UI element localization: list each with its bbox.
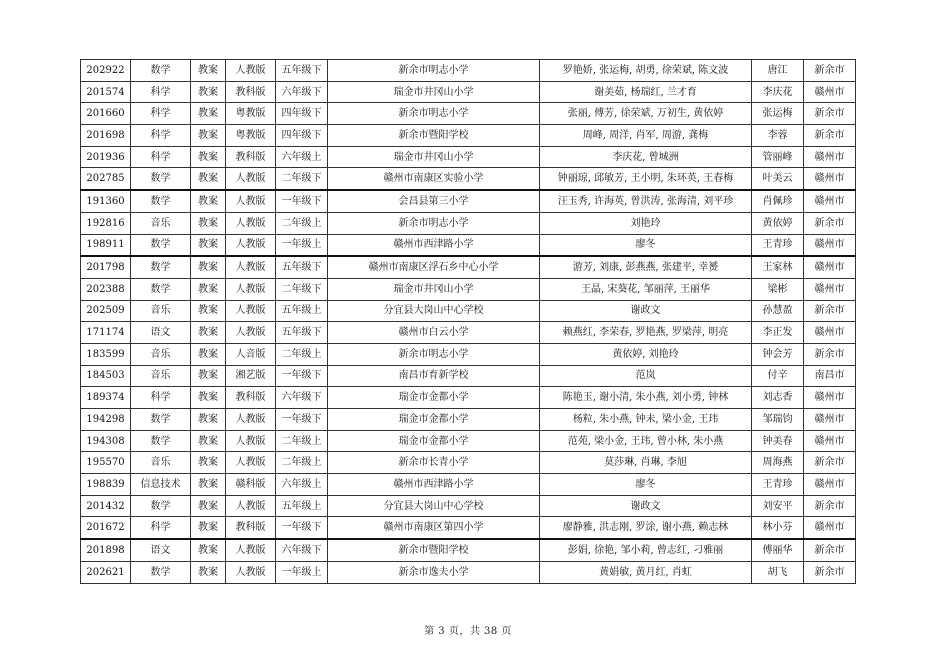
cell-subject: 音乐 — [131, 365, 191, 387]
cell-authors: 王晶, 宋葵花, 邹丽萍, 王丽华 — [540, 278, 752, 300]
cell-school: 赣州市南康区浮石乡中心小学 — [328, 256, 540, 278]
cell-city: 新余市 — [804, 561, 856, 583]
cell-school: 新余市暨阳学校 — [328, 539, 540, 561]
cell-grade: 二年级上 — [276, 430, 328, 452]
cell-city: 赣州市 — [804, 146, 856, 168]
table-row — [81, 322, 856, 344]
cell-city: 赣州市 — [804, 256, 856, 278]
cell-type: 教案 — [191, 60, 226, 82]
cell-edition: 人教版 — [226, 212, 276, 234]
cell-city: 赣州市 — [804, 168, 856, 190]
table-row — [81, 561, 856, 583]
cell-school: 新余市明志小学 — [328, 60, 540, 82]
table-row — [81, 256, 856, 278]
cell-authors: 范岚 — [540, 365, 752, 387]
cell-authors: 黄依婷, 刘艳玲 — [540, 343, 752, 365]
cell-edition: 人教版 — [226, 322, 276, 344]
cell-edition: 粤教版 — [226, 125, 276, 147]
cell-school: 新余市长青小学 — [328, 452, 540, 474]
cell-grade: 二年级下 — [276, 168, 328, 190]
cell-advisor: 王青珍 — [752, 474, 804, 496]
cell-entry-id: 202509 — [81, 300, 131, 322]
cell-edition: 人教版 — [226, 409, 276, 431]
cell-city: 新余市 — [804, 343, 856, 365]
cell-subject: 科学 — [131, 81, 191, 103]
cell-school: 赣州市南康区第四小学 — [328, 517, 540, 539]
cell-grade: 四年级下 — [276, 103, 328, 125]
cell-grade: 五年级下 — [276, 256, 328, 278]
cell-grade: 一年级下 — [276, 190, 328, 212]
cell-entry-id: 183599 — [81, 343, 131, 365]
cell-school: 瑞金市金都小学 — [328, 409, 540, 431]
cell-type: 教案 — [191, 278, 226, 300]
cell-edition: 人教版 — [226, 300, 276, 322]
table-row — [81, 168, 856, 190]
cell-subject: 数学 — [131, 430, 191, 452]
cell-advisor: 周海燕 — [752, 452, 804, 474]
cell-advisor: 钟会芳 — [752, 343, 804, 365]
table-row — [81, 343, 856, 365]
cell-type: 教案 — [191, 168, 226, 190]
cell-type: 教案 — [191, 409, 226, 431]
cell-type: 教案 — [191, 190, 226, 212]
cell-city: 赣州市 — [804, 517, 856, 539]
cell-edition: 人教版 — [226, 60, 276, 82]
cell-edition: 教科版 — [226, 146, 276, 168]
cell-edition: 人教版 — [226, 256, 276, 278]
table-row — [81, 409, 856, 431]
cell-school: 分宜县大岗山中心学校 — [328, 495, 540, 517]
cell-advisor: 肖佩珍 — [752, 190, 804, 212]
cell-edition: 人教版 — [226, 430, 276, 452]
page-footer: 第 3 页，共 38 页 — [424, 626, 512, 637]
cell-type: 教案 — [191, 81, 226, 103]
cell-subject: 数学 — [131, 60, 191, 82]
cell-type: 教案 — [191, 300, 226, 322]
cell-city: 新余市 — [804, 125, 856, 147]
cell-subject: 数学 — [131, 190, 191, 212]
cell-edition: 人教版 — [226, 278, 276, 300]
cell-city: 南昌市 — [804, 365, 856, 387]
cell-type: 教案 — [191, 103, 226, 125]
cell-authors: 杨粒, 朱小燕, 钟未, 梁小金, 王玮 — [540, 409, 752, 431]
cell-type: 教案 — [191, 387, 226, 409]
cell-advisor: 付辛 — [752, 365, 804, 387]
cell-advisor: 王青珍 — [752, 234, 804, 256]
table-row — [81, 300, 856, 322]
cell-school: 新余市明志小学 — [328, 212, 540, 234]
cell-authors: 彭娟, 徐艳, 邹小莉, 曾志红, 刁雅丽 — [540, 539, 752, 561]
cell-advisor: 梁彬 — [752, 278, 804, 300]
cell-city: 新余市 — [804, 452, 856, 474]
cell-entry-id: 201432 — [81, 495, 131, 517]
cell-subject: 科学 — [131, 103, 191, 125]
cell-city: 赣州市 — [804, 474, 856, 496]
cell-city: 赣州市 — [804, 81, 856, 103]
cell-subject: 数学 — [131, 234, 191, 256]
cell-subject: 语文 — [131, 539, 191, 561]
cell-subject: 音乐 — [131, 300, 191, 322]
cell-school: 新余市逸夫小学 — [328, 561, 540, 583]
cell-edition: 教科版 — [226, 387, 276, 409]
cell-grade: 二年级上 — [276, 212, 328, 234]
cell-entry-id: 201660 — [81, 103, 131, 125]
cell-grade: 五年级下 — [276, 322, 328, 344]
cell-school: 南昌市育新学校 — [328, 365, 540, 387]
cell-entry-id: 198911 — [81, 234, 131, 256]
cell-entry-id: 201574 — [81, 81, 131, 103]
records-table — [80, 59, 856, 584]
cell-grade: 六年级下 — [276, 81, 328, 103]
cell-grade: 一年级下 — [276, 365, 328, 387]
cell-edition: 粤教版 — [226, 103, 276, 125]
cell-city: 新余市 — [804, 60, 856, 82]
cell-authors: 张丽, 傅芳, 徐荣斌, 万初生, 黄依婷 — [540, 103, 752, 125]
cell-authors: 陈艳玉, 谢小清, 朱小燕, 刘小勇, 钟林 — [540, 387, 752, 409]
table-row — [81, 125, 856, 147]
cell-school: 新余市暨阳学校 — [328, 125, 540, 147]
cell-entry-id: 202785 — [81, 168, 131, 190]
cell-authors: 李庆花, 曾城洲 — [540, 146, 752, 168]
cell-city: 新余市 — [804, 212, 856, 234]
cell-grade: 一年级上 — [276, 234, 328, 256]
cell-type: 教案 — [191, 343, 226, 365]
cell-entry-id: 201898 — [81, 539, 131, 561]
cell-grade: 二年级下 — [276, 278, 328, 300]
table-row — [81, 517, 856, 539]
cell-type: 教案 — [191, 322, 226, 344]
table-row — [81, 190, 856, 212]
cell-edition: 人教版 — [226, 452, 276, 474]
table-row — [81, 103, 856, 125]
cell-authors: 黄娟敏, 黄月红, 肖虹 — [540, 561, 752, 583]
cell-advisor: 李蓉 — [752, 125, 804, 147]
table-row — [81, 539, 856, 561]
cell-entry-id: 194298 — [81, 409, 131, 431]
cell-subject: 音乐 — [131, 452, 191, 474]
cell-edition: 赣科版 — [226, 474, 276, 496]
cell-school: 新余市明志小学 — [328, 103, 540, 125]
cell-grade: 六年级下 — [276, 387, 328, 409]
cell-city: 新余市 — [804, 300, 856, 322]
cell-entry-id: 201672 — [81, 517, 131, 539]
cell-entry-id: 195570 — [81, 452, 131, 474]
cell-type: 教案 — [191, 365, 226, 387]
cell-grade: 二年级上 — [276, 343, 328, 365]
cell-school: 赣州市西津路小学 — [328, 474, 540, 496]
cell-edition: 湘艺版 — [226, 365, 276, 387]
cell-authors: 游芳, 刘康, 彭燕燕, 张建平, 幸赟 — [540, 256, 752, 278]
cell-type: 教案 — [191, 430, 226, 452]
table-row — [81, 387, 856, 409]
cell-city: 赣州市 — [804, 278, 856, 300]
cell-advisor: 邹瑞钧 — [752, 409, 804, 431]
cell-type: 教案 — [191, 146, 226, 168]
cell-subject: 数学 — [131, 168, 191, 190]
cell-authors: 谢美茹, 杨瑞红, 兰才育 — [540, 81, 752, 103]
cell-advisor: 黄依婷 — [752, 212, 804, 234]
cell-entry-id: 201798 — [81, 256, 131, 278]
cell-advisor: 刘志香 — [752, 387, 804, 409]
cell-school: 会昌县第三小学 — [328, 190, 540, 212]
cell-edition: 人教版 — [226, 190, 276, 212]
cell-grade: 六年级下 — [276, 539, 328, 561]
cell-advisor: 唐江 — [752, 60, 804, 82]
cell-advisor: 钟美春 — [752, 430, 804, 452]
cell-subject: 语文 — [131, 322, 191, 344]
cell-entry-id: 202621 — [81, 561, 131, 583]
table-row — [81, 495, 856, 517]
cell-advisor: 李正发 — [752, 322, 804, 344]
cell-type: 教案 — [191, 517, 226, 539]
cell-entry-id: 201698 — [81, 125, 131, 147]
cell-school: 赣州市白云小学 — [328, 322, 540, 344]
cell-authors: 廖冬 — [540, 234, 752, 256]
cell-city: 赣州市 — [804, 430, 856, 452]
cell-entry-id: 198839 — [81, 474, 131, 496]
table-row — [81, 365, 856, 387]
cell-authors: 廖冬 — [540, 474, 752, 496]
cell-entry-id: 191360 — [81, 190, 131, 212]
cell-grade: 一年级下 — [276, 517, 328, 539]
cell-school: 瑞金市金都小学 — [328, 387, 540, 409]
cell-edition: 人教版 — [226, 495, 276, 517]
cell-edition: 人教版 — [226, 561, 276, 583]
cell-entry-id: 171174 — [81, 322, 131, 344]
cell-edition: 教科版 — [226, 517, 276, 539]
cell-type: 教案 — [191, 561, 226, 583]
cell-school: 瑞金市井冈山小学 — [328, 81, 540, 103]
cell-city: 赣州市 — [804, 387, 856, 409]
cell-school: 瑞金市井冈山小学 — [328, 278, 540, 300]
cell-subject: 音乐 — [131, 343, 191, 365]
cell-subject: 音乐 — [131, 212, 191, 234]
table-row — [81, 81, 856, 103]
cell-advisor: 张运梅 — [752, 103, 804, 125]
cell-grade: 二年级上 — [276, 452, 328, 474]
cell-grade: 六年级上 — [276, 474, 328, 496]
cell-subject: 数学 — [131, 495, 191, 517]
cell-type: 教案 — [191, 539, 226, 561]
cell-edition: 人教版 — [226, 539, 276, 561]
cell-school: 赣州市西津路小学 — [328, 234, 540, 256]
cell-type: 教案 — [191, 212, 226, 234]
cell-authors: 莫莎琳, 肖琳, 李旭 — [540, 452, 752, 474]
cell-type: 教案 — [191, 234, 226, 256]
cell-school: 瑞金市井冈山小学 — [328, 146, 540, 168]
cell-edition: 人教版 — [226, 168, 276, 190]
cell-school: 赣州市南康区实验小学 — [328, 168, 540, 190]
cell-advisor: 叶美云 — [752, 168, 804, 190]
table-row — [81, 146, 856, 168]
cell-city: 赣州市 — [804, 234, 856, 256]
cell-school: 瑞金市金都小学 — [328, 430, 540, 452]
cell-subject: 数学 — [131, 278, 191, 300]
cell-advisor: 王家林 — [752, 256, 804, 278]
cell-authors: 廖静雅, 洪志刚, 罗涂, 谢小燕, 赖志林 — [540, 517, 752, 539]
cell-authors: 谢政文 — [540, 495, 752, 517]
table-row — [81, 212, 856, 234]
cell-city: 新余市 — [804, 103, 856, 125]
cell-grade: 一年级上 — [276, 561, 328, 583]
cell-school: 分宜县大岗山中心学校 — [328, 300, 540, 322]
cell-edition: 人教版 — [226, 234, 276, 256]
cell-authors: 钟丽琼, 邱敏芳, 王小明, 朱环英, 王春梅 — [540, 168, 752, 190]
cell-subject: 数学 — [131, 256, 191, 278]
table-body — [81, 60, 856, 584]
cell-authors: 谢政文 — [540, 300, 752, 322]
cell-authors: 刘艳玲 — [540, 212, 752, 234]
cell-entry-id: 202388 — [81, 278, 131, 300]
cell-edition: 教科版 — [226, 81, 276, 103]
cell-city: 赣州市 — [804, 322, 856, 344]
cell-subject: 信息技术 — [131, 474, 191, 496]
cell-advisor: 李庆花 — [752, 81, 804, 103]
cell-grade: 五年级下 — [276, 60, 328, 82]
cell-authors: 汪玉秀, 许海英, 曾洪涛, 张海清, 刘平珍 — [540, 190, 752, 212]
cell-type: 教案 — [191, 474, 226, 496]
cell-entry-id: 194308 — [81, 430, 131, 452]
cell-advisor: 胡飞 — [752, 561, 804, 583]
cell-city: 新余市 — [804, 495, 856, 517]
table-row — [81, 60, 856, 82]
cell-grade: 五年级上 — [276, 300, 328, 322]
cell-grade: 一年级下 — [276, 409, 328, 431]
cell-subject: 科学 — [131, 387, 191, 409]
table-row — [81, 278, 856, 300]
cell-entry-id: 201936 — [81, 146, 131, 168]
cell-subject: 数学 — [131, 561, 191, 583]
cell-city: 赣州市 — [804, 409, 856, 431]
cell-authors: 赖燕红, 李荣春, 罗艳燕, 罗梁萍, 明亮 — [540, 322, 752, 344]
cell-city: 赣州市 — [804, 190, 856, 212]
cell-edition: 人音版 — [226, 343, 276, 365]
cell-advisor: 林小芬 — [752, 517, 804, 539]
table-row — [81, 430, 856, 452]
cell-authors: 罗艳娇, 张运梅, 胡勇, 徐荣斌, 陈文波 — [540, 60, 752, 82]
cell-grade: 五年级上 — [276, 495, 328, 517]
cell-type: 教案 — [191, 452, 226, 474]
cell-entry-id: 192816 — [81, 212, 131, 234]
cell-type: 教案 — [191, 256, 226, 278]
cell-grade: 六年级上 — [276, 146, 328, 168]
cell-grade: 四年级下 — [276, 125, 328, 147]
table-row — [81, 452, 856, 474]
cell-entry-id: 184503 — [81, 365, 131, 387]
cell-advisor: 孙慧盈 — [752, 300, 804, 322]
cell-type: 教案 — [191, 125, 226, 147]
cell-type: 教案 — [191, 495, 226, 517]
table-row — [81, 474, 856, 496]
cell-authors: 范苑, 梁小金, 王玮, 曾小林, 朱小燕 — [540, 430, 752, 452]
cell-entry-id: 202922 — [81, 60, 131, 82]
cell-advisor: 管丽峰 — [752, 146, 804, 168]
cell-school: 新余市明志小学 — [328, 343, 540, 365]
cell-subject: 科学 — [131, 146, 191, 168]
table-row — [81, 234, 856, 256]
cell-authors: 周峰, 周洋, 肖军, 周游, 龚梅 — [540, 125, 752, 147]
cell-advisor: 刘安平 — [752, 495, 804, 517]
cell-entry-id: 189374 — [81, 387, 131, 409]
cell-advisor: 傅丽华 — [752, 539, 804, 561]
cell-city: 新余市 — [804, 539, 856, 561]
cell-subject: 科学 — [131, 517, 191, 539]
cell-subject: 科学 — [131, 125, 191, 147]
cell-subject: 数学 — [131, 409, 191, 431]
